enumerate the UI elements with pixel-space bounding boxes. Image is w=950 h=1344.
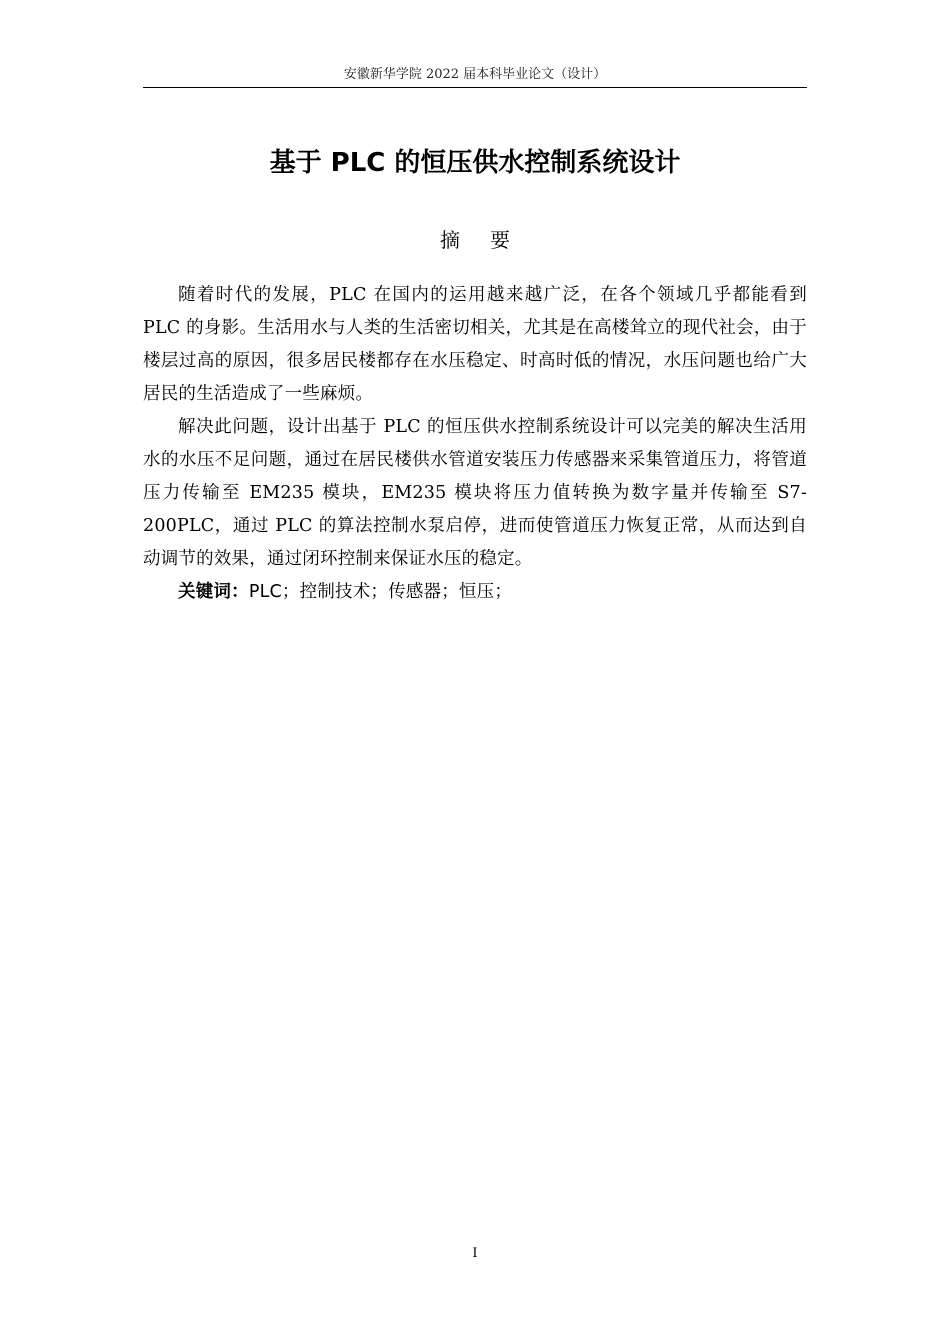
abstract-heading bbox=[143, 226, 807, 254]
keywords-line bbox=[143, 576, 807, 609]
document-title: 基于 PLC 的恒压供水控制系统设计 bbox=[269, 148, 681, 178]
abstract-heading-char-2: 要 bbox=[490, 228, 510, 252]
abstract-heading-char-1: 摘 bbox=[440, 228, 460, 252]
page-number: I bbox=[472, 1246, 478, 1261]
header-rule bbox=[143, 87, 807, 88]
abstract-body bbox=[143, 279, 807, 609]
abstract-paragraph-2: 解决此问题，设计出基于 PLC 的恒压供水控制系统设计可以完美的解决生活用水的水压不足问题，通过在居民楼供水管道安装压力传感器来采集管道压力，将管道压力传输至 EM235 模块，EM235 模块将压力值转换为数字量并传输至 S7-200PLC，通过 PLC 的算法控制水泵启停，进而使管道压力恢复正常，从而达到自动调节的效果，通过闭环控制来保证水压的稳定。 bbox=[143, 417, 807, 569]
keywords-label: 关键词： bbox=[178, 582, 249, 602]
running-header: 安徽新华学院 2022 届本科毕业论文（设计） bbox=[343, 67, 607, 82]
abstract-paragraph-1: 随着时代的发展，PLC 在国内的运用越来越广泛，在各个领域几乎都能看到 PLC 的身影。生活用水与人类的生活密切相关，尤其是在高楼耸立的现代社会，由于楼层过高的原因，很多居民楼都存在水压稳定、时高时低的情况，水压问题也给广大居民的生活造成了一些麻烦。 bbox=[143, 285, 807, 404]
keywords-text: PLC；控制技术；传感器；恒压； bbox=[248, 582, 513, 602]
